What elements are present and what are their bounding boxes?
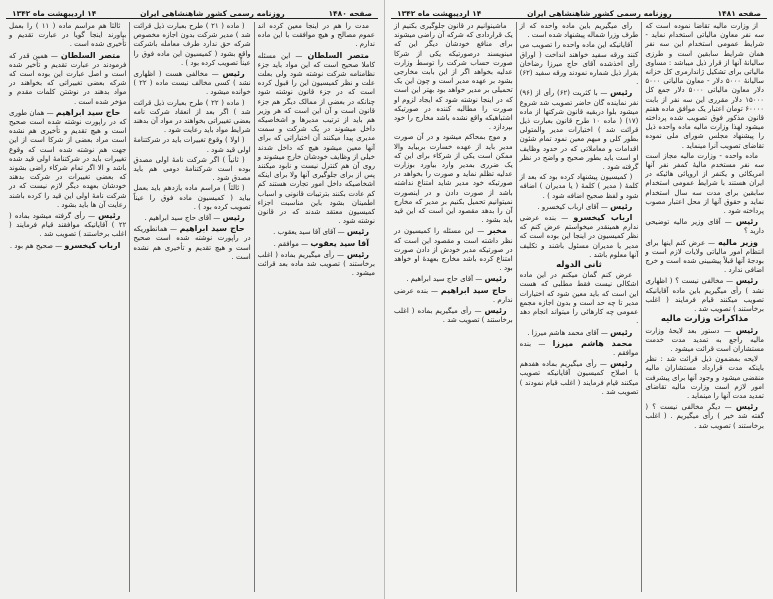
paragraph <box>258 51 375 227</box>
paragraph <box>9 108 126 210</box>
dash-separator: — <box>473 227 488 236</box>
paragraph <box>645 355 764 401</box>
speaker-name: رئیس <box>484 274 507 284</box>
speaker-name: حاج سید ابراهیم <box>440 285 507 295</box>
paragraph <box>645 326 764 355</box>
paragraph-text: ماشینوانیم در قانون جلوگیری بکنیم از یک قراردادی که شرکه آن راضی میشوند برای منافع خودشان دیگر این که مینویسند درصورتیکه یکی از شرکا صورت حساب شرکت را توسط وزارت عدلیه بخواهد اگر از این بابت مخارجی بشود بر عهده مدیر است و چون این یک تحمیلی بر مدیر خواهد بود بهتر این است که در اینجا نوشته شود که ایجاد لزوم او صورت را مطالبه کننده در صورتیکه اشتباهیکه واقع نشده باشد مخارج را خود بپردازد . <box>393 22 513 132</box>
speaker-name: ارباب کیخسرو <box>64 240 121 250</box>
dash-separator: — <box>211 214 223 223</box>
paragraph-text: ( ماده ( ۲۱ ) طرح بعبارت ذیل قرائت شد ) مدیر شرکت بدون اجازه مخصوص شرکه حق ندارد طرف معامله باشرکت واقع بشود ( کمیسیون این ماده فوق را عیناً تصویب کرده بود ) . <box>133 22 251 67</box>
issue-date: ۱۴ اردیبهشت ماه ۱۳۴۲ <box>397 9 482 18</box>
paragraph <box>394 22 513 132</box>
paragraph <box>133 22 250 68</box>
paragraph-text: ( کمیسیون پیشنهاد کرده بود که بعد از کلمهٔ ( مدیر ) کلمهٔ ( یا مدیران ) اضافه شود و لفظ صحیح اضافه شود ) . <box>519 173 639 200</box>
speaker-name: رئیس <box>735 276 758 286</box>
paragraph <box>133 69 250 98</box>
paragraph <box>133 156 250 184</box>
paragraph <box>394 226 513 273</box>
page-header <box>391 6 767 19</box>
paragraph <box>258 250 375 279</box>
speaker-name: رئیس <box>98 211 121 221</box>
speaker-name: ارباب کیخسرو <box>573 213 633 223</box>
page-number: صفحه ۱۴۸۱ <box>717 9 761 18</box>
paragraph <box>520 328 639 338</box>
page-number: صفحه ۱۴۸۰ <box>328 9 372 18</box>
paragraph-text: این مسئله را کمیسیون در نظر داشته است و مقصود این است که در صورتیکه مدیر خودش از دادن صورت امتناع کرده باشد مخارج بعهدهٔ او خواهد بود . <box>393 227 513 273</box>
paragraph <box>394 306 513 325</box>
paragraph-text: صحیح هم بود . <box>9 241 53 250</box>
speaker-name: رئیس <box>346 249 369 259</box>
paragraph-text: آقای وزیر مالیه توضیحی دارید ؟ <box>645 218 764 236</box>
paragraph <box>645 152 764 216</box>
paragraph-text: ماده واحده - وزارت مالیه مجاز است سه نفر مستخدم مالیهٔ کمفر نفر آنها امریکائی و یکنفر از اروپائی هائیکه در ایران هستند با شرایط عمومی استخدام سابقین برای مدت سه سال استخدام نماید و حقوق آنها از محل اعتبار مصوب پرداخته شود . <box>645 151 764 216</box>
page-left <box>0 0 385 599</box>
paragraph <box>9 211 126 240</box>
paragraph-text: آقای حاج سید ابراهیم . <box>406 275 474 284</box>
paragraph-text: ( ثالثاً ) مراسم ماده یازدهم باید بعمل بیاید ( کمیسیون ماده فوق را عیناً تصویب کرده بود ) . <box>133 184 251 211</box>
paragraph-text: و موج بمحاکم میشود و در آن صورت مدیر باید از عهده خسارت بربیاید والا ممکن است یکی از شرکاء برای این که یک ضرری بمدیر وارد بیاورد بوزارت عدلیه تظلم نماید و صورت را بخواهد در صورتیکه خود مدیر شاید امتناع نداشته باشد از صورت دادن و در اینصورت نمیتوانیم تحمیل بکنیم بر مدیر که مخارج آن را بدهد مقصود این است که این قید باید بشود . <box>393 133 513 225</box>
paragraph-text: موافقم . <box>273 239 299 248</box>
paragraph-text: لایحه بمضمون ذیل قرائت شد : نظر باینکه مدت قرارداد مستشاران مالیه منقضی میشود و وجود آنها برای پیشرفت امور لازم است وزارت مالیه تقاضای تمدید مدت آنها را مینماید . <box>645 355 764 400</box>
text-column <box>6 22 129 592</box>
paragraph-text: دیگر مخالفی نیست ؟ ( گفته شد خیر ) رأی میگیریم . ( اغلب برخاستند ) تصویب شد . <box>645 403 764 430</box>
text-column <box>516 22 642 592</box>
paragraph-text: ( اولا ) وقوع تغییرات باید در شرکتنامهٔ اولی قید شود . <box>133 136 251 154</box>
paragraph <box>520 173 639 201</box>
paragraph-text: از وزارت مالیه تقاضا نموده است که سه نفر معاون مالیاتی استخدام نماید - شرایط عمومی استخدام این سه نفر همان شرایط سابقین است و طرزی سالیانهٔ آنها از قرار ذیل میباشد : مساوی مالیاتی برای تشکیل ژاندارمری کل خزانه سالیانهٔ ۵۰۰۰ دلار - معاون مالیاتی ۵۰۰۰ دلار معاون مالیاتی ۵۰۰۰ دلار جمع کل ۱۵۰۰۰ دلار مقرری این سه نفر از بابت ۶۰۰۰۰ تومان اعتبار یک موافق ماده هفتم قانون مذکور فوق تصویب شده پرداخته میشود لهذا وزارت مالیه ماده واحده ذیل را پیشنهاد مجلس شورای ملی نموده تقاضای تصویب آنرا مینماید . <box>645 22 764 150</box>
speaker-name: حاج سید ابراهیم <box>55 107 121 117</box>
dash-separator: — <box>167 225 180 234</box>
paragraph-text: با کثریت (۶۲) رأی از (۹۶) نفر نماینده گان حاضر تصویب شد شروع میشود بلوا دربقیه قانون شرکتها از ماده (۱۷) ( ماده ۱۰ طرح قانون بعبارت ذیل قرائت شد ) اختیارات مدیر والمتولی بطور کلی و مبهم معین نمود تمام شئون اقدامات و معاملاتی که در حدود وظایف او است باید بطور صحیح و واضح در نظر گرفته شود . <box>519 89 639 172</box>
dash-separator: — <box>428 286 441 295</box>
paragraph-text: مخالفی نیست ؟ ( اظهاری نشد ) رأی میگیریم باین ماده آقایانیکه تصویب میکنند قیام فرمایند ( اغلب برخاستند ) تصویب شد . <box>645 277 764 314</box>
paragraph <box>9 51 126 107</box>
paragraph <box>520 271 639 326</box>
paragraph <box>258 22 375 50</box>
paragraph <box>133 184 250 212</box>
paragraph <box>394 133 513 225</box>
columns <box>391 22 767 592</box>
speaker-name: آقا سید یعقوب <box>310 238 369 248</box>
dash-separator: — <box>473 275 485 284</box>
dash-separator: — <box>720 218 736 227</box>
speaker-name: رئیس <box>346 227 369 237</box>
dash-separator: — <box>596 360 611 369</box>
paragraph-text: بنده عرضی ندارم همینقدر میخواستم عرض کنم که نظر کمیسیون در اینجا این بوده است که مدیر یا مدیران مسئول باشند و تکلیف آنها معلوم باشد . <box>519 214 639 259</box>
dash-separator: — <box>598 202 611 211</box>
paragraph <box>133 136 250 154</box>
speaker-name: مخبر <box>487 226 507 236</box>
paragraph-text: عرض کنم گمان میکنم در این ماده اشکالی نیست فقط مطلبی که هست این است که باید معین شود که اختیارات مدیر تا چه حد است و بدون اجازه مجمع عمومی چه کارهائی را میتواند انجام دهد . <box>519 271 639 326</box>
paragraph-text: ( ماده ( ۲۲ ) طرح بعبارت ذیل قرائت شد ) اگر بعد از انعقاد شرکت نامه بعضی تغییراتی بخواهند در مواد آن بدهند شرایط مواد باید رعایت شود . <box>133 98 251 135</box>
dash-separator: — <box>705 238 718 247</box>
paragraph-text: رأی میگیریم باین ماده واحده که از طرف وزرا شماله پیشنهاد شده است . <box>519 22 639 40</box>
paragraph-text: بنده موافقم . <box>519 339 639 357</box>
text-column <box>254 22 378 592</box>
paragraph-text: آقای محمد هاشم میرزا . <box>527 328 599 337</box>
columns <box>6 22 378 592</box>
speaker-name: رئیس <box>484 306 507 316</box>
paragraph-text: این مسئله کاملا صحیح است که این مواد باید جزء نظامنامه شرکت نوشته شود ولی بعلت علت و نظر کمیسیون این را قبول کرده است که در جزء قانون نوشته شود چنانکه در بعضی از ممالک دیگر هم جزء قانون است و آن این است که هر وزیر هم باید از ترتیب مدیرها و اشخاصیکه داخل میشوند در یک شرکت و سمت مدیری پیدا میکنند آن اختیاراتی که برای آنها معین میشود هیچ که داخل شدند خیلی از وظایف خودشان خارج میشوند و روی آن هم کنترل نیست و نابود میکنند پس از برای جلوگیری آنها ولا برای اینکه اشخاصیکه داخل امور تجارت هستند کم کم عادت بکنند بترتیبات قانونی و اسباب اطمینان بشود باین مناسبت اجزاء کمیسیون معتقد شدند که در قانون نوشته شود . <box>257 51 375 226</box>
paragraph <box>520 22 639 40</box>
speaker-name: متصر السلطان <box>60 50 121 60</box>
dash-separator: — <box>207 70 223 79</box>
text-column <box>641 22 767 592</box>
paragraph <box>645 238 764 276</box>
speaker-name: رئیس <box>222 213 245 223</box>
paragraph-text: رأی گرفته میشود بماده ( ۲۲ ) آقایانیکه موافقند قیام فرمایند ( اغلب برخاستند ) تصویب شد . <box>9 212 127 239</box>
paragraph <box>394 274 513 284</box>
speaker-name: حاج سید ابراهیم <box>179 224 245 234</box>
paragraph <box>258 239 375 249</box>
paragraph-text: رأی میگیریم بماده هفدهم با اصلاح کمیسیون آقایانیکه تصویب میکنند قیام فرمایند ( اغلب قیام نمودند ) تصویب شد . <box>519 360 639 396</box>
section-heading: ثانی الدوله <box>556 260 602 271</box>
paragraph-text: رأی میگیریم بماده ( اغلب برخاستند ) تصویب شد ماده بعد قرائت میشود . <box>257 250 375 278</box>
paragraph-text: بنده عرضی ندارم . <box>393 286 513 304</box>
speaker-name: وزیر مالیه <box>717 237 759 247</box>
dash-separator: — <box>556 214 574 223</box>
paragraph-text: مخالفی هست ( اظهاری نشد ) کسی مخالف نیست ماده ( ۲۲ ) خوانده میشود . <box>133 70 251 97</box>
dash-separator: — <box>47 51 61 60</box>
page-header <box>6 6 378 19</box>
paragraph <box>645 276 764 314</box>
speaker-name: رئیس <box>610 201 633 211</box>
paragraph <box>520 339 639 358</box>
speaker-name: رئیس <box>610 359 633 369</box>
paragraph-text: آقای آقا سید یعقوب . <box>273 228 336 237</box>
page-right <box>385 0 773 599</box>
newspaper-title: روزنامه رسمی کشور شاهنشاهی ایران <box>527 9 672 18</box>
paragraph-text: آقای ارباب کیخسرو . <box>537 202 599 211</box>
speaker-name: متصر السلطان <box>307 50 370 60</box>
speaker-name: رئیس <box>610 88 633 98</box>
paragraph-text: همانطوریکه در راپورت نوشته شده است صحیح است و هیچ تقدیم و تأخیری هم نشده است . <box>133 225 251 261</box>
speaker-name: محمد هاشم میرزا <box>552 338 633 348</box>
dash-separator: — <box>85 212 99 221</box>
text-column <box>129 22 253 592</box>
dash-separator: — <box>44 108 56 117</box>
paragraph <box>520 41 639 87</box>
paragraph-text: آقای حاج سید ابراهیم . <box>144 214 212 223</box>
paragraph <box>520 88 639 172</box>
paragraph <box>394 286 513 305</box>
paragraph <box>520 202 639 212</box>
paragraph-text: مدت را هم در اینجا معین کرده اند عموم مصالح و هیچ موافقت با این ماده ندارم . <box>257 22 375 49</box>
section-heading: مذاکرات وزارت مالیه <box>660 314 749 325</box>
paragraph-text: آقایانیکه این ماده واحده را تصویب می کنند ورقه سفید خواهند انداخت ( اوراق رأی اخذشده آقای حاج میرزا رضاخان بقرار ذیل شماره نمودند ورقه سفید (۶۲) . <box>519 41 639 87</box>
dash-separator: — <box>290 51 308 60</box>
dash-separator: — <box>335 228 347 237</box>
newspaper-title: روزنامه رسمی کشور شاهنشاهی ایران <box>140 9 285 18</box>
paragraph-text: دستور بعد لایحهٔ وزارت مالیه راجع به تمدید مدت خدمت مستشاران است قرائت میشود . <box>645 326 764 353</box>
dash-separator: — <box>719 326 736 335</box>
paragraph-text: رأی میگیریم بماده ( اغلب برخاستند ) تصویب شد . <box>393 307 513 325</box>
dash-separator: — <box>723 277 736 286</box>
paragraph <box>133 99 250 136</box>
speaker-name: رئیس <box>735 325 759 335</box>
dash-separator: — <box>298 239 311 248</box>
paragraph <box>133 224 250 262</box>
paragraph <box>9 22 126 50</box>
dash-separator: — <box>471 307 485 316</box>
speaker-name: رئیس <box>610 327 633 337</box>
paragraph <box>645 217 764 236</box>
paragraph-text: ( ثانیاً ) اگر شرکت نامهٔ اولی مصدق بوده است شرکتنامهٔ دومی هم باید مصدق شود . <box>133 155 251 183</box>
dash-separator: — <box>52 241 65 250</box>
text-column <box>391 22 516 592</box>
paragraph <box>133 213 250 223</box>
speaker-name: رئیس <box>735 217 758 227</box>
paragraph-text: همین قدر که فرمودند در عبارت تقدیم و تأخیر شده است و اصل عبارت این بوده است که شرکه بعضی تغییراتی که بخواهند در مواد بدهند در نوشتن کلمات مقدم و مؤخر شده است . <box>9 51 127 106</box>
dash-separator: — <box>531 339 553 348</box>
paragraph <box>645 22 764 151</box>
paragraph-text: ثالثاً هم مراسم ماده ( ۱۱ ) را بعمل بیاورند اینجا گویا در عبارت تقدیم و تأخیری شده است . <box>9 22 127 49</box>
paragraph <box>9 241 126 251</box>
paragraph <box>258 227 375 237</box>
paragraph <box>520 213 639 260</box>
paragraph-text: همان طوری که در راپورت نوشته شده است صحیح است و هیچ تقدیم و تأخیری هم نشده است مراد بعضی از شرکا است از این جهت هم نوشته شده است که وقوع تغییرات باید در شرکتنامهٔ اولی قید شده باشد و الا اگر تمام شرکاء راضی بشوند که بعضی تغییرات در شرکت بدهند خودشان بعهده دیگر لازم نیست که در شرکت نامهٔ اولی این قید را کرده باشند رعایت آن ها باید بشود . <box>9 108 127 209</box>
dash-separator: — <box>598 328 611 337</box>
speaker-name: رئیس <box>222 69 245 79</box>
paragraph <box>645 402 764 431</box>
dash-separator: — <box>720 403 736 412</box>
issue-date: ۱۴ اردیبهشت ماه ۱۳۴۲ <box>12 9 97 18</box>
speaker-name: رئیس <box>735 402 758 412</box>
paragraph-text: عرض کنم اینها برای انتظام امور مالیاتی ولایات لازم است و بودجهٔ آنها قبلاً پیشبینی شده است و خرج اضافی ندارد . <box>645 238 764 275</box>
dash-separator: — <box>597 89 611 98</box>
paragraph <box>520 359 639 397</box>
dash-separator: — <box>334 250 347 259</box>
